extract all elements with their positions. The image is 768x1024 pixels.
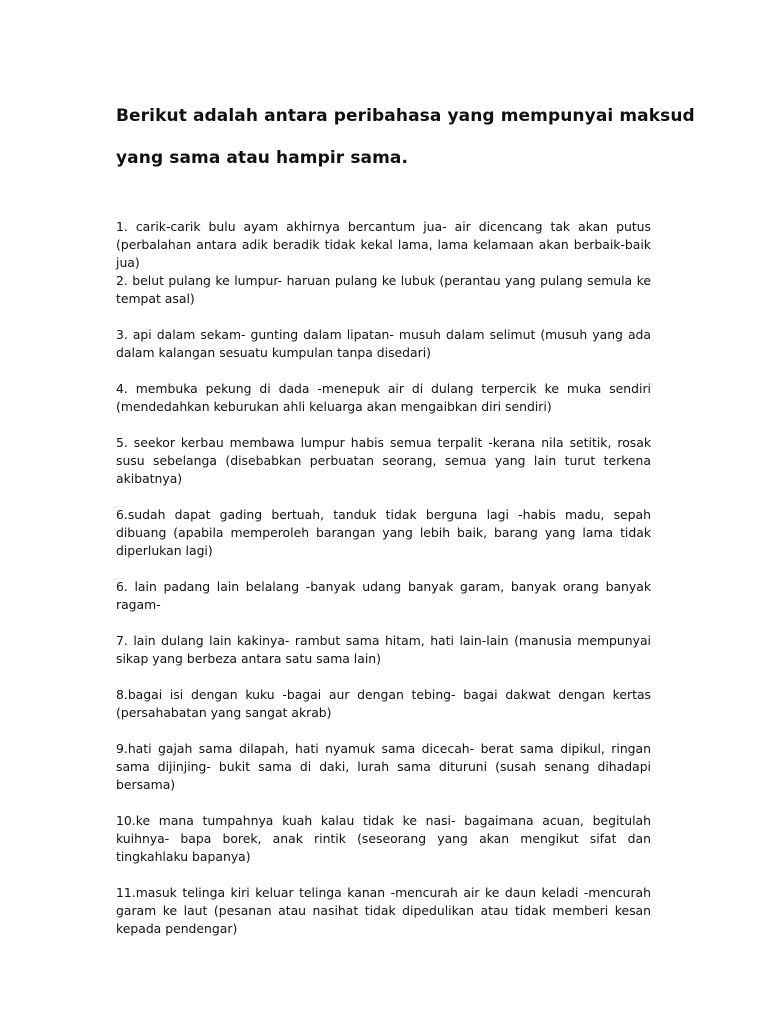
- list-item-12: 11.masuk telinga kiri keluar telinga kanan -mencurah air ke daun keladi -mencurah garam ke laut (pesanan atau nasihat tidak dipedulikan atau tidak memberi kesan kepada pendengar): [116, 885, 651, 936]
- list-item-6: 6.sudah dapat gading bertuah, tanduk tidak berguna lagi -habis madu, sepah dibuang (apabila memperoleh barangan yang lebih baik, barang yang lama tidak diperlukan lagi): [116, 507, 651, 558]
- list-item-10: 9.hati gajah sama dilapah, hati nyamuk sama dicecah- berat sama dipikul, ringan sama dijinjing- bukit sama di daki, lurah sama dituruni (susah senang dihadapi bersama): [116, 741, 651, 792]
- list-item-5: 5. seekor kerbau membawa lumpur habis semua terpalit -kerana nila setitik, rosak susu sebelanga (disebabkan perbuatan seorang, semua yang lain turut terkena akibatnya): [116, 435, 651, 486]
- heading-line-1: Berikut adalah antara peribahasa yang mempunyai maksud: [116, 106, 695, 126]
- list-item-1: 1. carik-carik bulu ayam akhirnya bercantum jua- air dicencang tak akan putus (perbalahan antara adik beradik tidak kekal lama, lama kelamaan akan berbaik-baik jua): [116, 219, 651, 270]
- list-item-8: 7. lain dulang lain kakinya- rambut sama hitam, hati lain-lain (manusia mempunyai sikap yang berbeza antara satu sama lain): [116, 633, 651, 666]
- list-item-9: 8.bagai isi dengan kuku -bagai aur dengan tebing- bagai dakwat dengan kertas (persahabatan yang sangat akrab): [116, 687, 651, 720]
- proverb-list: [116, 218, 651, 938]
- list-item-7: 6. lain padang lain belalang -banyak udang banyak garam, banyak orang banyak ragam-: [116, 579, 651, 612]
- list-item-2: 2. belut pulang ke lumpur- haruan pulang ke lubuk (perantau yang pulang semula ke tempat asal): [116, 273, 651, 306]
- list-item-11: 10.ke mana tumpahnya kuah kalau tidak ke nasi- bagaimana acuan, begitulah kuihnya- bapa borek, anak rintik (seseorang yang akan mengikut sifat dan tingkahlaku bapanya): [116, 813, 651, 864]
- heading-line-2: yang sama atau hampir sama.: [116, 148, 409, 168]
- list-item-4: 4. membuka pekung di dada -menepuk air di dulang terpercik ke muka sendiri (mendedahkan keburukan ahli keluarga akan mengaibkan diri sendiri): [116, 381, 651, 414]
- list-item-3: 3. api dalam sekam- gunting dalam lipatan- musuh dalam selimut (musuh yang ada dalam kalangan sesuatu kumpulan tanpa disedari): [116, 327, 651, 360]
